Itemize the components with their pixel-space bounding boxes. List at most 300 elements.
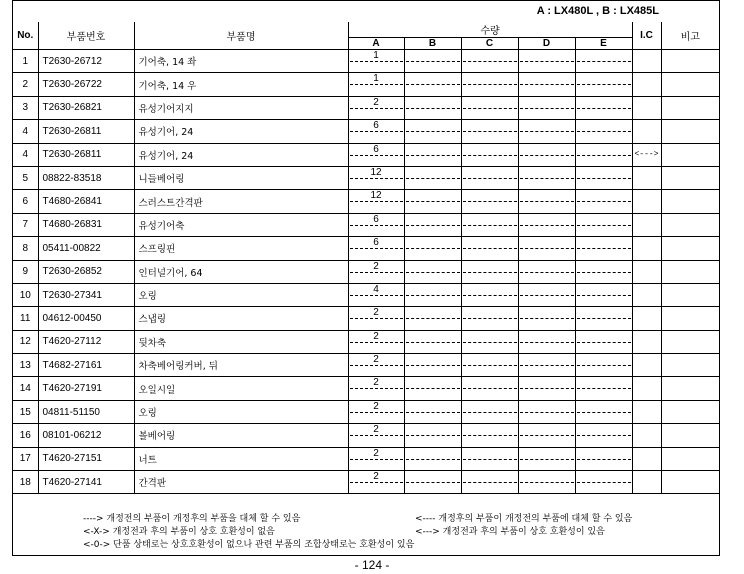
qty-dash-line [406, 435, 460, 436]
table-row [13, 400, 719, 423]
qty-cell-b [404, 73, 461, 96]
part-number: T2630-26852 [38, 260, 134, 283]
model-legend: A : LX480L , B : LX485L [536, 5, 659, 17]
part-name: 인터널기어, 64 [134, 260, 348, 283]
qty-cell-a [348, 190, 404, 213]
qty-dash-line [406, 342, 460, 343]
qty-cell-a [348, 143, 404, 166]
qty-cell-a [348, 354, 404, 377]
part-number: 08822-83518 [38, 166, 134, 189]
qty-dash-line [577, 84, 631, 85]
row-no: 15 [13, 400, 38, 423]
note-not-compatible: <-X-> 개정전과 후의 부품이 상호 호환성이 없음 [83, 527, 275, 537]
part-number: 08101-06212 [38, 424, 134, 447]
qty-cell-e [575, 96, 632, 119]
qty-dash-line [577, 131, 631, 132]
qty-value: 1 [373, 73, 379, 85]
qty-dash-line [577, 201, 631, 202]
qty-dash-line [406, 412, 460, 413]
qty-dash-line [577, 272, 631, 273]
part-number: T4680-26841 [38, 190, 134, 213]
ic-cell [632, 166, 661, 189]
qty-cell-b [404, 213, 461, 236]
qty-dash-line [350, 435, 403, 436]
qty-dash-line [406, 225, 460, 226]
page-number: - 124 - [354, 558, 390, 572]
qty-cell-b [404, 377, 461, 400]
qty-dash-line [577, 342, 631, 343]
qty-dash-line [406, 108, 460, 109]
part-name: 오링 [134, 400, 348, 423]
qty-cell-e [575, 143, 632, 166]
table-row [13, 260, 719, 283]
part-number: T2630-26722 [38, 73, 134, 96]
table-row [13, 120, 719, 143]
col-qty-header: 수량 [348, 22, 632, 38]
part-name: 유성기어, 24 [134, 143, 348, 166]
part-name: 기어축, 14 우 [134, 73, 348, 96]
qty-cell-b [404, 50, 461, 73]
part-name: 유성기어, 24 [134, 120, 348, 143]
remark-cell [661, 471, 719, 494]
qty-cell-d [518, 96, 575, 119]
qty-cell-b [404, 330, 461, 353]
row-no: 17 [13, 447, 38, 470]
qty-cell-d [518, 424, 575, 447]
qty-dash-line [463, 131, 517, 132]
part-name: 간격판 [134, 471, 348, 494]
qty-dash-line [350, 295, 403, 296]
qty-cell-c [461, 377, 518, 400]
qty-dash-line [406, 61, 460, 62]
qty-cell-a [348, 447, 404, 470]
qty-cell-c [461, 50, 518, 73]
qty-value: 12 [370, 166, 382, 178]
qty-dash-line [350, 272, 403, 273]
qty-dash-line [520, 225, 574, 226]
qty-dash-line [463, 225, 517, 226]
qty-value: 2 [373, 354, 379, 366]
ic-cell [632, 354, 661, 377]
qty-cell-a [348, 400, 404, 423]
remark-cell [661, 354, 719, 377]
qty-value: 6 [373, 120, 379, 132]
qty-dash-line [406, 295, 460, 296]
qty-cell-c [461, 120, 518, 143]
qty-dash-line [406, 131, 460, 132]
qty-dash-line [406, 318, 460, 319]
qty-dash-line [406, 482, 460, 483]
qty-cell-e [575, 166, 632, 189]
remark-cell [661, 73, 719, 96]
qty-dash-line [350, 178, 403, 179]
qty-cell-d [518, 400, 575, 423]
qty-dash-line [463, 342, 517, 343]
qty-dash-line [577, 435, 631, 436]
row-no: 18 [13, 471, 38, 494]
table-row [13, 237, 719, 260]
qty-dash-line [577, 459, 631, 460]
ic-cell: <---> [632, 143, 661, 166]
qty-cell-d [518, 166, 575, 189]
qty-cell-e [575, 213, 632, 236]
qty-dash-line [577, 318, 631, 319]
qty-cell-b [404, 447, 461, 470]
parts-rows [13, 50, 719, 494]
qty-dash-line [463, 84, 517, 85]
qty-dash-line [520, 272, 574, 273]
qty-dash-line [520, 365, 574, 366]
part-number: T4620-27151 [38, 447, 134, 470]
qty-col-b: B [404, 38, 461, 50]
row-no: 5 [13, 166, 38, 189]
qty-cell-a [348, 330, 404, 353]
ic-cell [632, 471, 661, 494]
remark-cell [661, 400, 719, 423]
qty-cell-c [461, 400, 518, 423]
remark-cell [661, 260, 719, 283]
qty-dash-line [406, 459, 460, 460]
table-row [13, 354, 719, 377]
qty-cell-a [348, 377, 404, 400]
table-row [13, 283, 719, 306]
qty-dash-line [463, 201, 517, 202]
qty-cell-e [575, 330, 632, 353]
table-row [13, 377, 719, 400]
note-compatible: <---> 개정전과 후의 부품이 상호 호환성이 있음 [415, 527, 605, 537]
part-name: 스냅링 [134, 307, 348, 330]
qty-cell-d [518, 73, 575, 96]
qty-cell-e [575, 471, 632, 494]
qty-cell-b [404, 237, 461, 260]
row-no: 4 [13, 143, 38, 166]
qty-value: 2 [373, 424, 379, 436]
qty-cell-d [518, 307, 575, 330]
qty-dash-line [463, 178, 517, 179]
part-name: 차축베어링커버, 뒤 [134, 354, 348, 377]
qty-cell-a [348, 471, 404, 494]
qty-cell-d [518, 237, 575, 260]
qty-cell-a [348, 237, 404, 260]
parts-list-frame [12, 0, 720, 556]
qty-cell-b [404, 471, 461, 494]
part-number: T4680-26831 [38, 213, 134, 236]
qty-cell-d [518, 377, 575, 400]
remark-cell [661, 237, 719, 260]
row-no: 16 [13, 424, 38, 447]
qty-dash-line [463, 435, 517, 436]
qty-dash-line [520, 155, 574, 156]
part-name: 오일시일 [134, 377, 348, 400]
qty-dash-line [577, 155, 631, 156]
row-no: 9 [13, 260, 38, 283]
qty-cell-c [461, 237, 518, 260]
qty-value: 6 [373, 237, 379, 249]
qty-cell-c [461, 447, 518, 470]
col-no-header: No. [13, 22, 38, 50]
qty-cell-e [575, 400, 632, 423]
qty-dash-line [520, 435, 574, 436]
qty-cell-a [348, 166, 404, 189]
table-row [13, 424, 719, 447]
qty-dash-line [463, 61, 517, 62]
row-no: 6 [13, 190, 38, 213]
part-number: T4620-27191 [38, 377, 134, 400]
qty-cell-c [461, 260, 518, 283]
qty-cell-a [348, 283, 404, 306]
part-name: 유성기어지지 [134, 96, 348, 119]
qty-cell-c [461, 166, 518, 189]
remark-cell [661, 283, 719, 306]
qty-dash-line [463, 412, 517, 413]
part-name: 니들베어링 [134, 166, 348, 189]
row-no: 3 [13, 96, 38, 119]
remark-cell [661, 166, 719, 189]
qty-dash-line [577, 482, 631, 483]
qty-dash-line [463, 318, 517, 319]
row-no: 8 [13, 237, 38, 260]
qty-dash-line [520, 248, 574, 249]
qty-dash-line [577, 412, 631, 413]
qty-dash-line [350, 412, 403, 413]
ic-cell [632, 237, 661, 260]
ic-cell [632, 120, 661, 143]
ic-cell [632, 447, 661, 470]
qty-dash-line [350, 84, 403, 85]
qty-cell-b [404, 96, 461, 119]
qty-cell-e [575, 50, 632, 73]
qty-cell-e [575, 190, 632, 213]
qty-cell-e [575, 237, 632, 260]
table-row [13, 447, 719, 470]
qty-dash-line [520, 201, 574, 202]
row-no: 1 [13, 50, 38, 73]
qty-dash-line [463, 248, 517, 249]
qty-cell-a [348, 50, 404, 73]
ic-cell [632, 73, 661, 96]
parts-table [13, 22, 719, 494]
qty-dash-line [406, 178, 460, 179]
table-row [13, 190, 719, 213]
qty-cell-b [404, 400, 461, 423]
qty-cell-d [518, 260, 575, 283]
qty-cell-e [575, 447, 632, 470]
remark-cell [661, 330, 719, 353]
qty-value: 2 [373, 260, 379, 272]
qty-cell-b [404, 283, 461, 306]
qty-dash-line [406, 248, 460, 249]
qty-cell-d [518, 213, 575, 236]
qty-cell-b [404, 307, 461, 330]
qty-dash-line [350, 248, 403, 249]
qty-dash-line [406, 155, 460, 156]
ic-cell [632, 190, 661, 213]
part-number: T2630-26712 [38, 50, 134, 73]
qty-dash-line [350, 482, 403, 483]
qty-value: 2 [373, 307, 379, 319]
qty-value: 2 [373, 471, 379, 483]
qty-dash-line [350, 155, 403, 156]
qty-cell-c [461, 471, 518, 494]
remark-cell [661, 377, 719, 400]
qty-cell-c [461, 190, 518, 213]
qty-cell-e [575, 73, 632, 96]
qty-dash-line [520, 178, 574, 179]
qty-value: 6 [373, 143, 379, 155]
remark-cell [661, 50, 719, 73]
note-backward: <---- 개정후의 부품이 개정전의 부품에 대체 할 수 있음 [415, 514, 633, 524]
qty-cell-c [461, 213, 518, 236]
qty-value: 2 [373, 447, 379, 459]
part-name: 뒷차축 [134, 330, 348, 353]
ic-cell [632, 283, 661, 306]
qty-cell-b [404, 166, 461, 189]
qty-value: 2 [373, 400, 379, 412]
ic-cell [632, 50, 661, 73]
part-name: 스러스트간격판 [134, 190, 348, 213]
qty-dash-line [520, 318, 574, 319]
table-row [13, 73, 719, 96]
qty-cell-c [461, 330, 518, 353]
remark-cell [661, 120, 719, 143]
qty-dash-line [350, 225, 403, 226]
qty-dash-line [463, 365, 517, 366]
qty-cell-c [461, 96, 518, 119]
qty-value: 4 [373, 283, 379, 295]
qty-dash-line [350, 61, 403, 62]
ic-cell [632, 330, 661, 353]
qty-dash-line [520, 84, 574, 85]
qty-dash-line [406, 201, 460, 202]
remark-cell [661, 96, 719, 119]
qty-dash-line [350, 131, 403, 132]
qty-dash-line [463, 388, 517, 389]
remark-cell [661, 190, 719, 213]
qty-cell-d [518, 120, 575, 143]
qty-dash-line [520, 482, 574, 483]
qty-cell-b [404, 190, 461, 213]
note-forward: ----> 개정전의 부품이 개정후의 부품을 대체 할 수 있음 [83, 514, 301, 524]
qty-dash-line [577, 295, 631, 296]
qty-dash-line [406, 272, 460, 273]
qty-cell-d [518, 330, 575, 353]
table-row [13, 213, 719, 236]
ic-cell [632, 400, 661, 423]
qty-cell-e [575, 424, 632, 447]
qty-dash-line [463, 482, 517, 483]
remark-cell [661, 213, 719, 236]
qty-cell-d [518, 190, 575, 213]
part-name: 너트 [134, 447, 348, 470]
ic-cell [632, 424, 661, 447]
ic-cell [632, 260, 661, 283]
row-no: 10 [13, 283, 38, 306]
col-ic-header: I.C [632, 22, 661, 50]
qty-col-c: C [461, 38, 518, 50]
qty-cell-a [348, 213, 404, 236]
qty-cell-b [404, 260, 461, 283]
table-row [13, 166, 719, 189]
qty-dash-line [520, 412, 574, 413]
qty-dash-line [350, 342, 403, 343]
part-number: T4682-27161 [38, 354, 134, 377]
qty-cell-a [348, 260, 404, 283]
qty-dash-line [520, 131, 574, 132]
qty-dash-line [577, 108, 631, 109]
qty-dash-line [406, 84, 460, 85]
qty-cell-e [575, 377, 632, 400]
row-no: 11 [13, 307, 38, 330]
qty-dash-line [350, 388, 403, 389]
part-number: T2630-26811 [38, 143, 134, 166]
remark-cell [661, 307, 719, 330]
ic-cell [632, 213, 661, 236]
table-row [13, 143, 719, 166]
qty-dash-line [520, 459, 574, 460]
note-assembly-compatible: <-0-> 단품 상태로는 상호호환성이 없으나 관련 부품의 조합상태로는 호환성이 있음 [83, 540, 415, 550]
qty-cell-c [461, 424, 518, 447]
qty-cell-e [575, 120, 632, 143]
qty-dash-line [463, 459, 517, 460]
row-no: 14 [13, 377, 38, 400]
part-number: 04811-51150 [38, 400, 134, 423]
row-no: 13 [13, 354, 38, 377]
part-name: 오링 [134, 283, 348, 306]
qty-cell-c [461, 283, 518, 306]
qty-cell-a [348, 96, 404, 119]
qty-value: 2 [373, 377, 379, 389]
part-number: 05411-00822 [38, 237, 134, 260]
remark-cell [661, 447, 719, 470]
qty-value: 6 [373, 213, 379, 225]
qty-dash-line [350, 201, 403, 202]
qty-cell-c [461, 73, 518, 96]
table-row [13, 330, 719, 353]
qty-dash-line [463, 108, 517, 109]
qty-dash-line [520, 61, 574, 62]
qty-cell-b [404, 120, 461, 143]
qty-dash-line [350, 108, 403, 109]
legend-notes [13, 513, 719, 552]
row-no: 4 [13, 120, 38, 143]
qty-cell-a [348, 73, 404, 96]
qty-value: 1 [373, 50, 379, 61]
part-number: T4620-27141 [38, 471, 134, 494]
table-row [13, 471, 719, 494]
qty-cell-d [518, 447, 575, 470]
qty-dash-line [350, 459, 403, 460]
part-name: 유성기어축 [134, 213, 348, 236]
table-row [13, 96, 719, 119]
qty-cell-a [348, 307, 404, 330]
qty-dash-line [350, 365, 403, 366]
qty-cell-b [404, 143, 461, 166]
qty-cell-b [404, 424, 461, 447]
qty-value: 12 [370, 190, 382, 202]
remark-cell [661, 143, 719, 166]
qty-dash-line [406, 365, 460, 366]
qty-cell-d [518, 143, 575, 166]
remark-cell [661, 424, 719, 447]
qty-dash-line [463, 272, 517, 273]
qty-dash-line [520, 388, 574, 389]
qty-cell-c [461, 307, 518, 330]
qty-col-a: A [348, 38, 404, 50]
qty-cell-c [461, 354, 518, 377]
qty-dash-line [520, 295, 574, 296]
qty-cell-e [575, 307, 632, 330]
qty-dash-line [577, 178, 631, 179]
